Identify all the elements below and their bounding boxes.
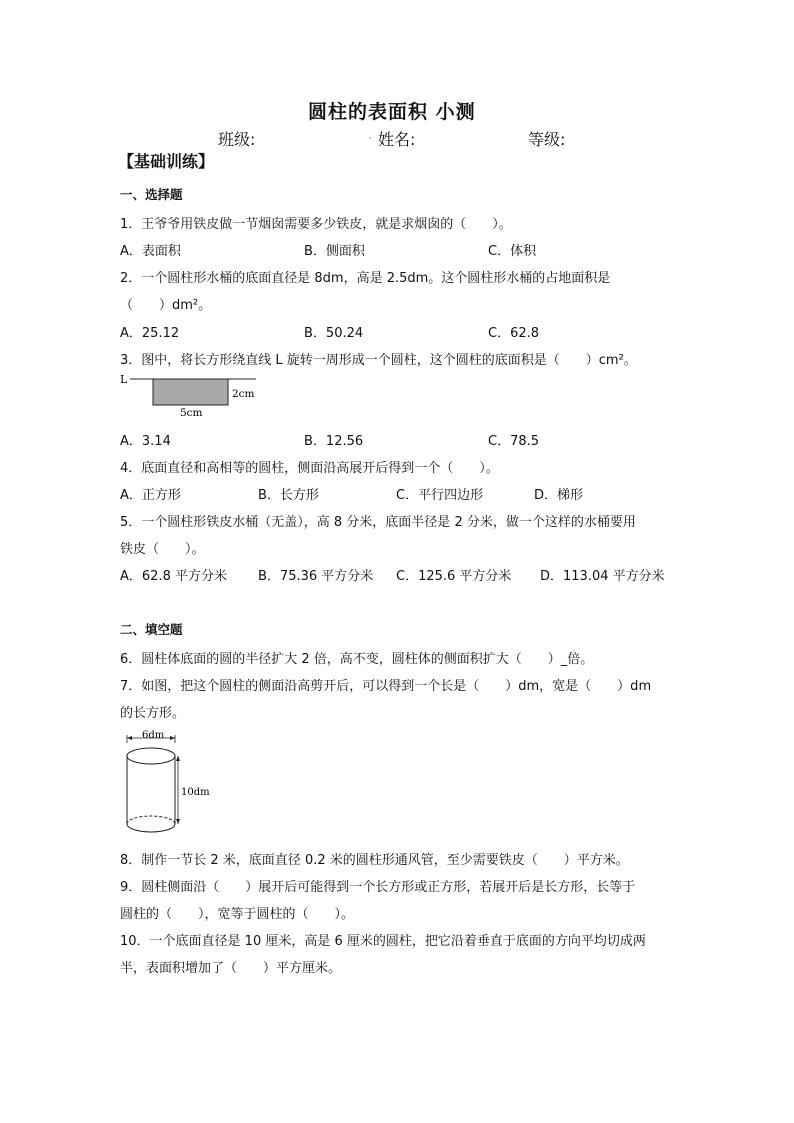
width-label: 5cm bbox=[180, 407, 203, 418]
diameter-label: 6dm bbox=[142, 730, 165, 741]
question-4: 4．底面直径和高相等的圆柱，侧面沿高展开后得到一个（ ）。 bbox=[120, 461, 499, 476]
question-10-line1: 10．一个底面直径是 10 厘米，高是 6 厘米的圆柱，把它沿着垂直于底面的方向平均切成两 bbox=[120, 934, 646, 949]
class-label: 班级: bbox=[218, 130, 256, 149]
q1-option-c: C．体积 bbox=[488, 244, 537, 259]
q1-option-b: B．侧面积 bbox=[304, 244, 365, 259]
cylinder-height-label: 10dm bbox=[181, 787, 210, 798]
cylinder-bottom-back bbox=[127, 816, 175, 824]
q3-option-c: C．78.5 bbox=[488, 434, 540, 449]
decorative-dot: . bbox=[368, 127, 373, 143]
question-5-line1: 5．一个圆柱形铁皮水桶（无盖），高 8 分米，底面半径是 2 分米，做一个这样的水桶要用 bbox=[120, 515, 636, 530]
q4-option-b: B．长方形 bbox=[258, 488, 319, 503]
part2-heading: 二、填空题 bbox=[120, 622, 183, 637]
question-9-line1: 9．圆柱侧面沿（ ）展开后可能得到一个长方形或正方形，若展开后是长方形，长等于 bbox=[120, 880, 636, 895]
q5-option-a: A．62.8 平方分米 bbox=[120, 569, 227, 584]
name-label: 姓名: bbox=[378, 130, 416, 149]
shaded-rectangle bbox=[153, 379, 228, 405]
axis-label: L bbox=[120, 373, 128, 386]
rectangle-rotation-figure bbox=[118, 370, 268, 418]
arrow-left-icon bbox=[127, 736, 132, 740]
q4-option-a: A．正方形 bbox=[120, 488, 181, 503]
cylinder-bottom-front bbox=[127, 824, 175, 832]
question-2-line2: （ ）dm²。 bbox=[120, 298, 212, 313]
q2-option-a: A．25.12 bbox=[120, 326, 180, 341]
arrow-right-icon bbox=[170, 736, 175, 740]
q2-option-c: C．62.8 bbox=[488, 326, 540, 341]
grade-label: 等级: bbox=[528, 130, 566, 149]
q1-option-a: A．表面积 bbox=[120, 244, 181, 259]
question-7-line1: 7．如图，把这个圆柱的侧面沿高剪开后，可以得到一个长是（ ）dm，宽是（ ）dm bbox=[120, 679, 652, 694]
cylinder-figure bbox=[118, 727, 218, 839]
arrow-down-icon bbox=[176, 819, 180, 824]
arrow-up-icon bbox=[176, 756, 180, 761]
q5-option-d: D．113.04 平方分米 bbox=[540, 569, 665, 584]
page-title: 圆柱的表面积 小测 bbox=[308, 101, 476, 123]
question-7-line2: 的长方形。 bbox=[120, 706, 186, 721]
q4-option-d: D．梯形 bbox=[534, 488, 584, 503]
section-heading: 【基础训练】 bbox=[118, 152, 215, 171]
q3-option-a: A．3.14 bbox=[120, 434, 171, 449]
part1-heading: 一、选择题 bbox=[120, 187, 183, 202]
question-1: 1．王爷爷用铁皮做一节烟囱需要多少铁皮，就是求烟囱的（ ）。 bbox=[120, 217, 512, 232]
question-2-line1: 2．一个圆柱形水桶的底面直径是 8dm，高是 2.5dm。这个圆柱形水桶的占地面积是 bbox=[120, 271, 611, 286]
question-10-line2: 半，表面积增加了（ ）平方厘米。 bbox=[120, 961, 342, 976]
question-9-line2: 圆柱的（ ），宽等于圆柱的（ ）。 bbox=[120, 907, 355, 922]
question-8: 8．制作一节长 2 米，底面直径 0.2 米的圆柱形通风管，至少需要铁皮（ ）平方米。 bbox=[120, 853, 629, 868]
q3-option-b: B．12.56 bbox=[304, 434, 364, 449]
question-6: 6．圆柱体底面的圆的半径扩大 2 倍，高不变，圆柱体的侧面积扩大（ ）_倍。 bbox=[120, 652, 594, 667]
question-5-line2: 铁皮（ ）。 bbox=[120, 542, 205, 557]
q4-option-c: C．平行四边形 bbox=[396, 488, 484, 503]
question-3: 3．图中，将长方形绕直线 L 旋转一周形成一个圆柱，这个圆柱的底面积是（ ）cm²。 bbox=[120, 353, 637, 368]
q2-option-b: B．50.24 bbox=[304, 326, 364, 341]
cylinder-top-ellipse bbox=[127, 748, 175, 764]
q5-option-b: B．75.36 平方分米 bbox=[258, 569, 374, 584]
q5-option-c: C．125.6 平方分米 bbox=[396, 569, 512, 584]
height-label: 2cm bbox=[232, 388, 255, 400]
